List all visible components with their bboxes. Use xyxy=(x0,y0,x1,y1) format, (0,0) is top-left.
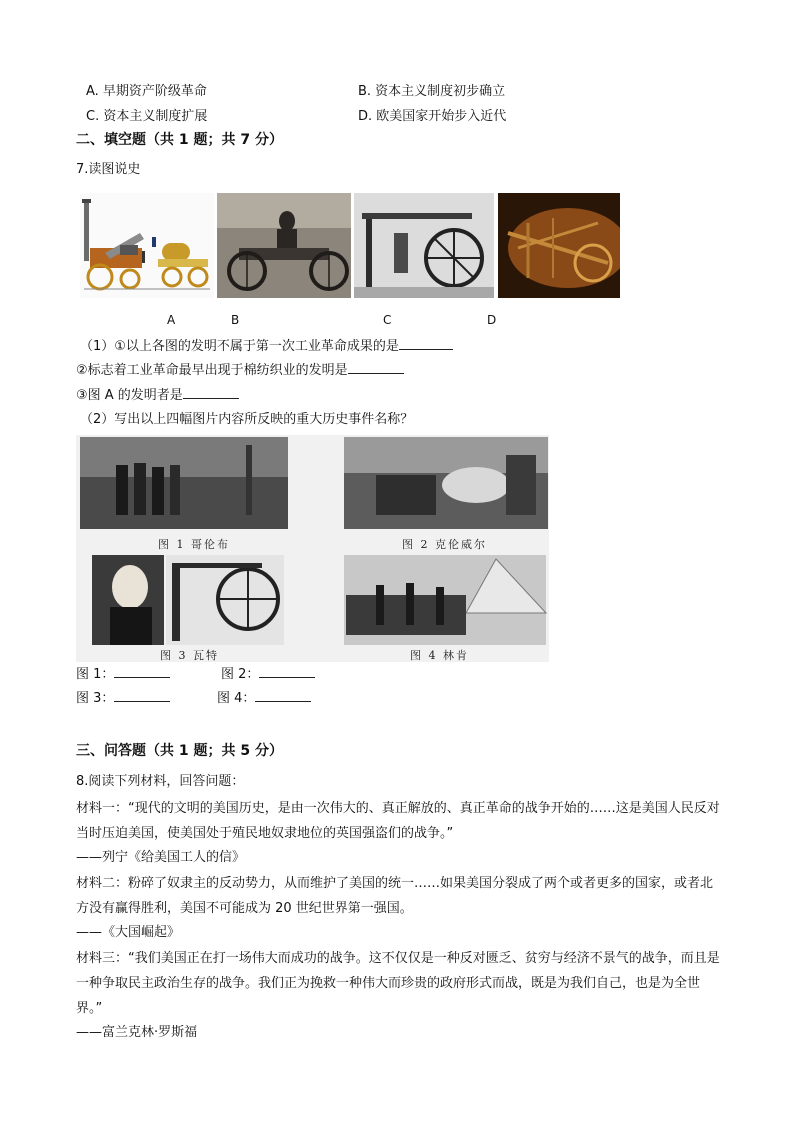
figure-caption-4: 图 4 林肯 xyxy=(410,649,469,662)
option-c: C. 资本主义制度扩展 xyxy=(86,109,208,124)
answer-blank[interactable] xyxy=(348,359,404,374)
answer-blank[interactable] xyxy=(255,687,311,702)
spinning-jenny-picture xyxy=(498,193,620,298)
image-label-b: B xyxy=(231,313,240,327)
answer-label-4: 图 4： xyxy=(217,691,256,706)
section-3-heading: 三、问答题（共 1 题；共 5 分） xyxy=(76,743,283,759)
material-1: 材料一：“现代的文明的美国历史，是由一次伟大的、真正解放的、真正革命的战争开始的……这是美国人民反对当时压迫美国，使美国处于殖民地奴隶地位的英国强盗们的战争。” xyxy=(76,801,720,841)
answer-blank[interactable] xyxy=(114,663,170,678)
image-label-d: D xyxy=(487,313,497,327)
answer-label-1: 图 1： xyxy=(76,667,115,682)
steam-engine-picture xyxy=(354,193,494,298)
answer-row-2 xyxy=(221,663,315,687)
material-2: 材料二：粉碎了奴隶主的反动势力，从而维护了美国的统一……如果美国分裂成了两个或者更多的国家，或者北方没有赢得胜利，美国不可能成为 20 世纪世界第一强国。 xyxy=(76,876,714,916)
material-3-source: ——富兰克林·罗斯福 xyxy=(76,1025,198,1040)
answer-label-3: 图 3： xyxy=(76,691,115,706)
option-a: A. 早期资产阶级革命 xyxy=(86,84,207,99)
question-7-part-1-text: （1）①以上各图的发明不属于第一次工业革命成果的是 xyxy=(80,339,399,354)
question-7-part-1c xyxy=(76,384,239,408)
answer-blank[interactable] xyxy=(183,384,239,399)
question-7-part-1b xyxy=(76,359,404,383)
figure-caption-3: 图 3 瓦特 xyxy=(160,649,219,662)
option-b: B. 资本主义制度初步确立 xyxy=(358,84,506,99)
question-7-part-1 xyxy=(80,335,453,359)
question-8-title: 8.阅读下列材料，回答问题： xyxy=(76,774,245,789)
image-label-c: C xyxy=(383,313,392,327)
material-3: 材料三：“我们美国正在打一场伟大而成功的战争。这不仅仅是一种反对匮乏、贫穷与经济不景气的战争，而且是一种争取民主政治生存的战争。我们正为挽救一种伟大而珍贵的政府形式而战，既是为我们自己，也是为全世界。” xyxy=(76,951,720,1016)
question-7-title: 7.读图说史 xyxy=(76,162,141,177)
answer-blank[interactable] xyxy=(259,663,315,678)
image-label-a: A xyxy=(167,313,176,327)
answer-label-2: 图 2： xyxy=(221,667,260,682)
option-d: D. 欧美国家开始步入近代 xyxy=(358,109,507,124)
answer-row-3 xyxy=(76,687,170,711)
answer-blank[interactable] xyxy=(399,335,453,350)
section-2-heading: 二、填空题（共 1 题；共 7 分） xyxy=(76,132,283,148)
early-automobile-picture xyxy=(217,193,351,298)
figure-caption-1: 图 1 哥伦布 xyxy=(158,538,230,551)
material-2-source: ——《大国崛起》 xyxy=(76,925,181,940)
answer-blank[interactable] xyxy=(114,687,170,702)
question-7-part-2: （2）写出以上四幅图片内容所反映的重大历史事件名称？ xyxy=(80,412,414,427)
historical-events-picture xyxy=(76,435,549,662)
answer-row-4 xyxy=(217,687,311,711)
question-7-part-1b-text: ②标志着工业革命最早出现于棉纺织业的发明是 xyxy=(76,363,348,378)
question-7-part-1c-text: ③图 A 的发明者是 xyxy=(76,388,183,403)
material-1-source: ——列宁《给美国工人的信》 xyxy=(76,850,246,865)
steam-locomotive-picture xyxy=(80,193,214,298)
figure-caption-2: 图 2 克伦威尔 xyxy=(402,538,487,551)
answer-row-1 xyxy=(76,663,170,687)
